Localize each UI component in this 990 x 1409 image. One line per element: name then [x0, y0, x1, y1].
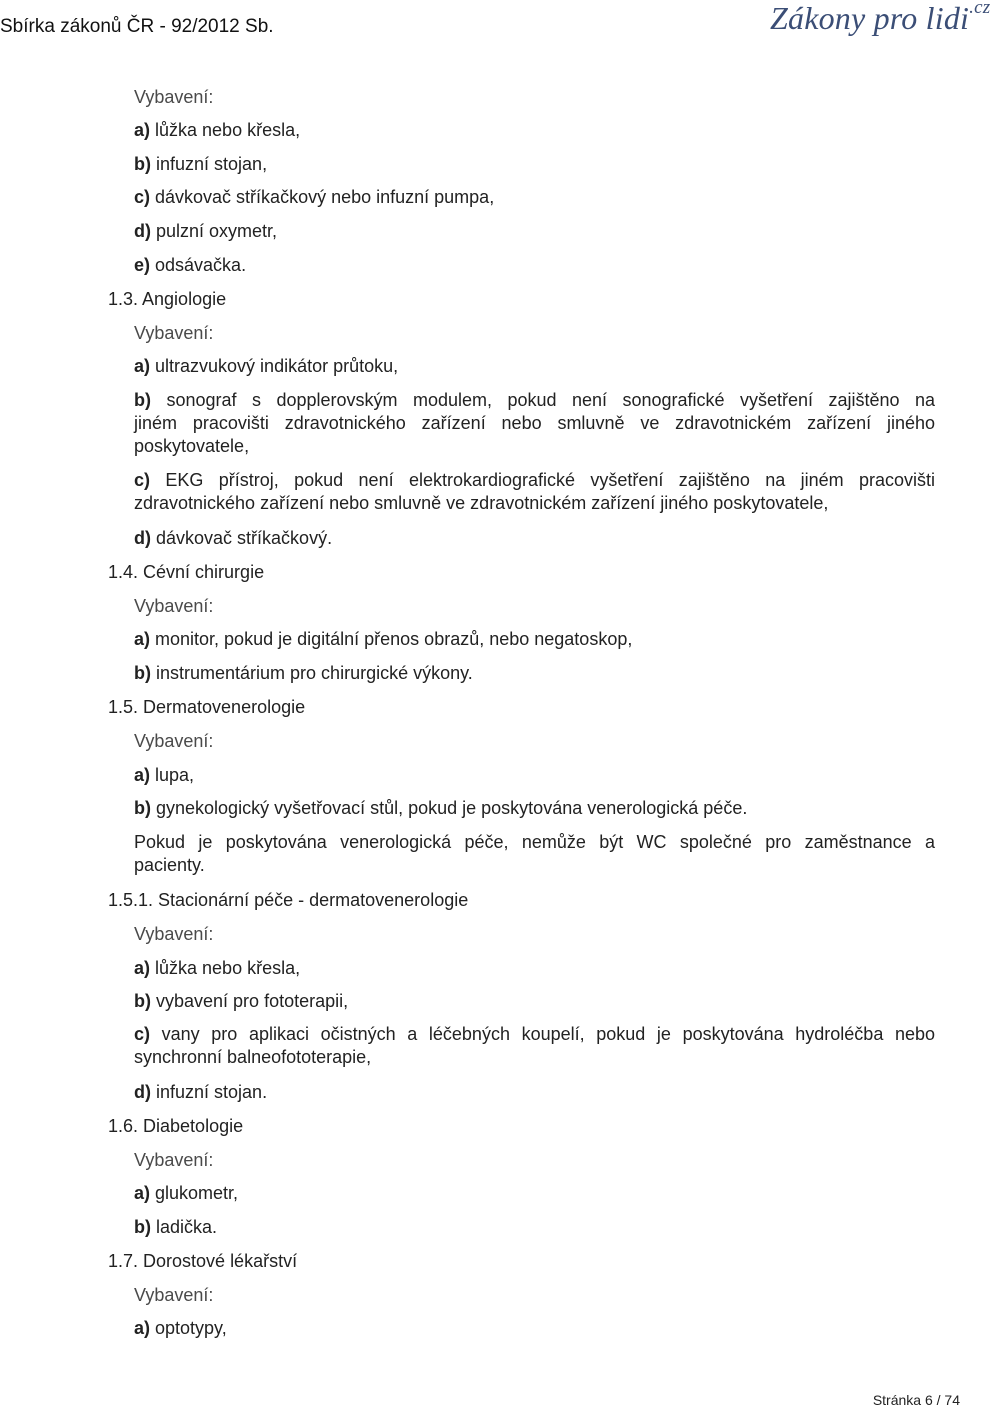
item-marker: a) — [134, 356, 151, 376]
page-number: Stránka 6 / 74 — [872, 1392, 960, 1408]
item-text: ultrazvukový indikátor průtoku, — [150, 356, 399, 376]
paragraph-line: Pokud je poskytována venerologická péče, nemůže být WC společné pro zaměstnance a — [134, 832, 935, 852]
paragraph-line — [134, 469, 935, 492]
item-marker: b) — [134, 798, 151, 818]
list-item — [134, 764, 194, 786]
list-item — [134, 1317, 227, 1339]
list-item — [134, 1023, 935, 1069]
list-item — [134, 1182, 238, 1204]
item-marker: b) — [134, 991, 151, 1011]
paragraph-line: zdravotnického zařízení nebo smluvně ve zdravotnickém zařízení jiného poskytovatele, — [134, 493, 829, 513]
item-marker: a) — [134, 629, 151, 649]
equipment-heading: Vybavení: — [134, 87, 214, 107]
item-marker: d) — [134, 221, 151, 241]
item-marker: a) — [134, 765, 151, 785]
document-source-title: Sbírka zákonů ČR - 92/2012 Sb. — [0, 16, 274, 37]
item-text: glukometr, — [150, 1183, 239, 1203]
paragraph-line: synchronní balneofototerapie, — [134, 1047, 372, 1067]
paragraph-line: poskytovatele, — [134, 436, 250, 456]
item-text: vany pro aplikaci očistných a léčebných koupelí, pokud je poskytována hydroléčba nebo — [150, 1024, 935, 1044]
list-item — [134, 990, 348, 1012]
item-marker: d) — [134, 528, 151, 548]
list-item — [134, 254, 246, 276]
equipment-heading: Vybavení: — [134, 323, 214, 343]
list-item — [134, 119, 300, 141]
list-item — [134, 628, 632, 650]
list-item — [134, 355, 398, 377]
item-text: dávkovač stříkačkový nebo infuzní pumpa, — [150, 187, 495, 207]
item-marker: a) — [134, 958, 151, 978]
list-item — [134, 153, 267, 175]
item-text: pulzní oxymetr, — [151, 221, 278, 241]
item-text: ladička. — [151, 1217, 218, 1237]
paragraph-line: jiném pracovišti zdravotnického zařízení nebo smluvně ve zdravotnickém zařízení jiného — [134, 413, 935, 433]
item-text: dávkovač stříkačkový. — [151, 528, 333, 548]
section-heading: 1.7. Dorostové lékařství — [108, 1251, 298, 1271]
item-text: gynekologický vyšetřovací stůl, pokud je poskytována venerologická péče. — [151, 798, 748, 818]
section-heading: 1.4. Cévní chirurgie — [108, 562, 265, 582]
item-text: infuzní stojan. — [151, 1082, 268, 1102]
paragraph-line: pacienty. — [134, 855, 205, 875]
logo-suffix: .cz — [969, 0, 990, 19]
list-item — [134, 797, 747, 819]
list-item — [134, 220, 277, 242]
item-marker: d) — [134, 1082, 151, 1102]
equipment-heading: Vybavení: — [134, 596, 214, 616]
item-text: sonograf s dopplerovským modulem, pokud není sonografické vyšetření zajištěno na — [151, 390, 935, 410]
list-item — [134, 662, 473, 684]
paragraph-line — [134, 1023, 935, 1046]
item-text: optotypy, — [150, 1318, 227, 1338]
equipment-heading: Vybavení: — [134, 924, 214, 944]
list-item — [134, 1216, 217, 1238]
equipment-heading: Vybavení: — [134, 1285, 214, 1305]
list-item — [134, 389, 935, 458]
item-marker: b) — [134, 154, 151, 174]
section-heading: 1.5. Dermatovenerologie — [108, 697, 306, 717]
paragraph-line — [134, 389, 935, 412]
item-marker: b) — [134, 663, 151, 683]
item-marker: c) — [134, 187, 151, 207]
logo-text: Zákony pro lidi — [770, 0, 970, 36]
item-text: lůžka nebo křesla, — [150, 958, 301, 978]
item-text: lůžka nebo křesla, — [150, 120, 301, 140]
item-text: monitor, pokud je digitální přenos obrazů, nebo negatoskop, — [150, 629, 633, 649]
item-marker: e) — [134, 255, 151, 275]
item-marker: c) — [134, 1024, 151, 1044]
equipment-heading: Vybavení: — [134, 731, 214, 751]
list-item — [134, 1081, 267, 1103]
item-text: instrumentárium pro chirurgické výkony. — [151, 663, 473, 683]
item-text: odsávačka. — [150, 255, 247, 275]
list-item — [134, 527, 332, 549]
section-heading: 1.6. Diabetologie — [108, 1116, 244, 1136]
item-text: EKG přístroj, pokud není elektrokardiografické vyšetření zajištěno na jiném pracovišti — [150, 470, 935, 490]
site-logo[interactable] — [770, 0, 990, 37]
item-marker: c) — [134, 470, 151, 490]
item-marker: b) — [134, 390, 151, 410]
list-item — [134, 186, 494, 208]
item-marker: a) — [134, 1183, 151, 1203]
list-item — [134, 957, 300, 979]
list-item — [134, 469, 935, 515]
note-paragraph — [134, 831, 935, 877]
clipped-line-container — [134, 1314, 227, 1338]
item-text: lupa, — [150, 765, 195, 785]
item-text: infuzní stojan, — [151, 154, 268, 174]
item-marker: a) — [134, 1318, 151, 1338]
item-text: vybavení pro fototerapii, — [151, 991, 349, 1011]
item-marker: a) — [134, 120, 151, 140]
section-heading: 1.3. Angiologie — [108, 289, 227, 309]
section-heading: 1.5.1. Stacionární péče - dermatovenerologie — [108, 890, 469, 910]
equipment-heading: Vybavení: — [134, 1150, 214, 1170]
item-marker: b) — [134, 1217, 151, 1237]
